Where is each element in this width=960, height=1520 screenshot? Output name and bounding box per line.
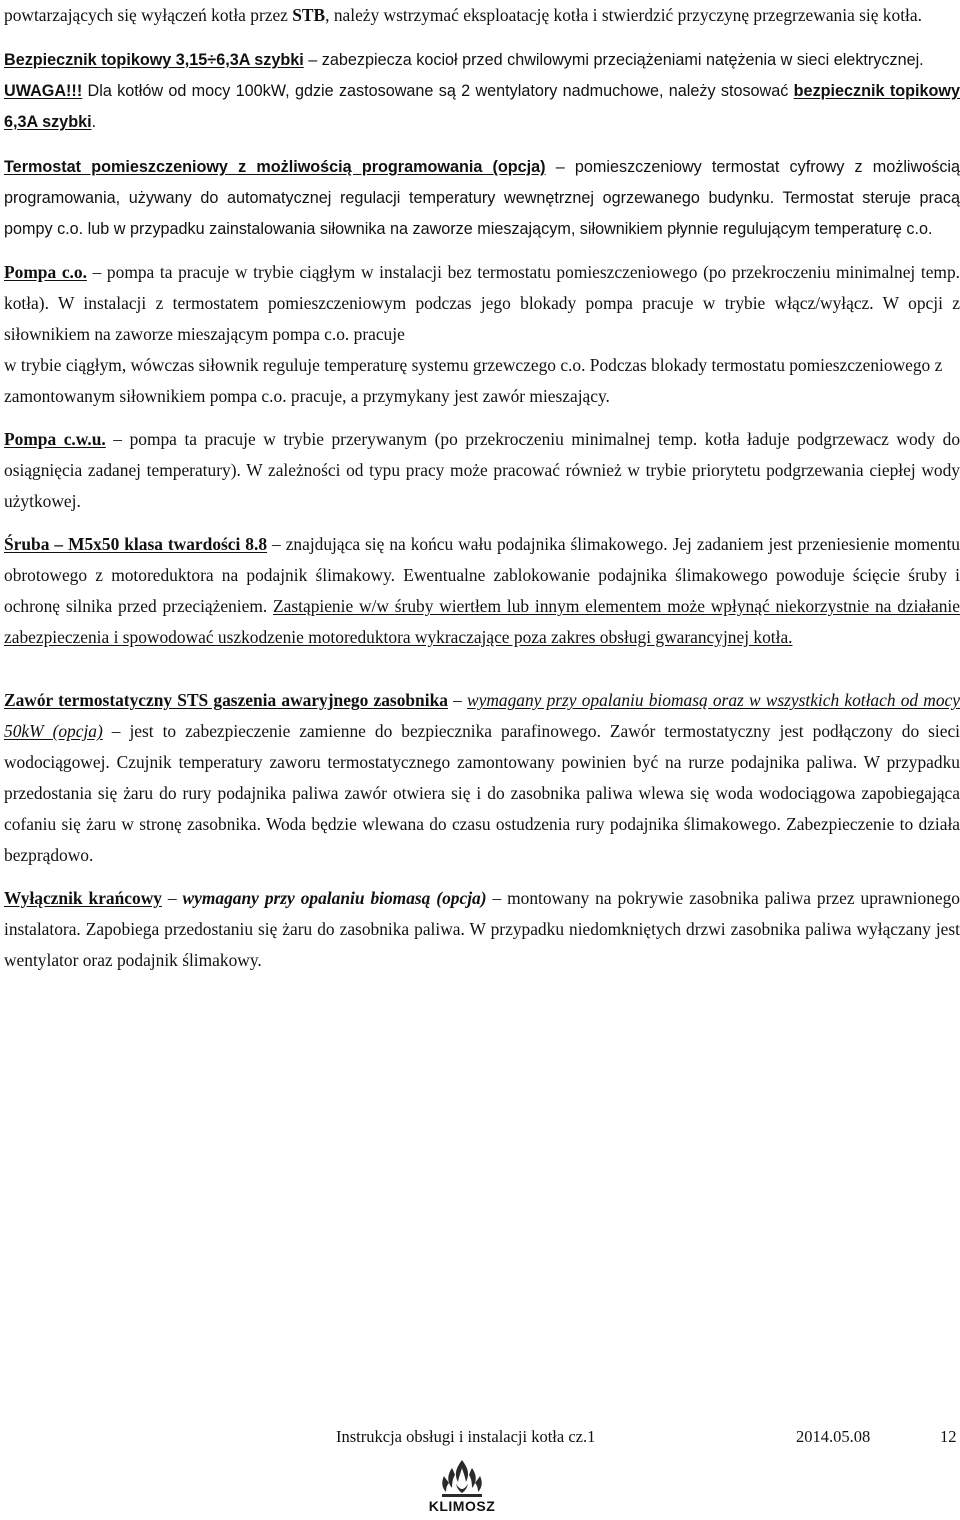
paragraph-co-pump-cont — [4, 350, 960, 412]
document-body — [4, 0, 960, 976]
dash: – — [545, 158, 575, 176]
sts-valve-heading: Zawór termostatyczny STS gaszenia awaryjnego zasobnika — [4, 690, 448, 710]
paragraph-sts-valve — [4, 685, 960, 871]
fuse-heading: Bezpiecznik topikowy 3,15÷6,3A szybki — [4, 51, 304, 69]
sts-valve-requirement: wymagany przy opalaniu biomasą oraz w wszystkich kotłach od mocy 50kW (opcja) — [4, 690, 960, 741]
cwu-pump-heading: Pompa c.w.u. — [4, 429, 106, 449]
warning-label: UWAGA!!! — [4, 82, 83, 100]
klimosz-logo — [412, 1458, 512, 1518]
logo-wordmark: KLIMOSZ — [428, 1498, 496, 1514]
paragraph-text: Termostat steruje pracą pompy c.o. lub w przypadku zainstalowania siłownika na zaworze mieszającym, siłownikiem płynnie regulującym temperaturę c.o. — [4, 189, 960, 238]
dash: – — [267, 534, 286, 554]
dash: – — [447, 690, 468, 710]
fuse-rating: bezpiecznik topikowy 6,3A szybki — [4, 82, 960, 131]
limit-switch-heading: Wyłącznik krańcowy — [4, 888, 162, 908]
paragraph-text: Dla kotłów od mocy 100kW, gdzie zastosowane są 2 wentylatory nadmuchowe, należy stosować — [82, 82, 794, 100]
paragraph-co-pump — [4, 257, 960, 350]
paragraph-fuse-warning — [4, 76, 960, 138]
paragraph-text: w trybie ciągłym, wówczas siłownik reguluje temperaturę systemu grzewczego c.o. Podczas blokady termostatu pomieszczeniowego z zamontowanym siłownikiem pompa c.o. pracuje, a przymykany jest zawór mieszający. — [4, 355, 943, 406]
screw-warning: Zastąpienie w/w śruby wiertłem lub innym elementem może wpłynąć niekorzystnie na działanie zabezpieczenia i spowodować uszkodzenie motoreduktora wykraczające poza zakres obsługi gwarancyjnej kotła. — [4, 596, 960, 647]
paragraph-text: znajdująca się na końcu wału podajnika ślimakowego. Jej zadaniem jest przeniesienie momentu obrotowego z motoreduktora na podajnik ślimakowy. Ewentualne zablokowanie podajnika ślimakowego powoduje ścięcie śruby i ochronę silnika przed przeciążeniem. — [4, 534, 960, 616]
paragraph-fuse — [4, 45, 960, 76]
page-footer — [0, 1425, 960, 1455]
footer-page-number: 12 — [940, 1427, 957, 1446]
room-thermostat-heading: Termostat pomieszczeniowy z możliwością programowania (opcja) — [4, 158, 546, 176]
paragraph-limit-switch — [4, 883, 960, 976]
paragraph-text: pompa ta pracuje w trybie przerywanym (po przekroczeniu minimalnej temp. kotła ładuje podgrzewacz wody do osiągnięcia zadanej temperatury). W zależności od typu pracy może pracować również w trybie priorytetu podgrzewania ciepłej wody użytkowej. — [4, 429, 960, 511]
paragraph-text: pomieszczeniowy termostat cyfrowy z możliwością programowania, używany do automatycznej regulacji temperatury wewnętrznej ogrzewanego budynku. — [4, 158, 960, 207]
limit-switch-requirement: wymagany przy opalaniu biomasą (opcja) — [182, 888, 487, 908]
paragraph-text: jest to zabezpieczenie zamienne do bezpiecznika parafinowego. Zawór termostatyczny jest podłączony do sieci wodociągowej. Czujnik temperatury zaworu termostatycznego zamontowany powinien być na rurze podajnika paliwa. W przypadku przedostania się żaru do rury podajnika paliwa zawór otwiera się i do zasobnika paliwa wlewa się woda wodociągowa zapobiegająca cofaniu się żaru w stronę zasobnika. Woda będzie wlewana do czasu ostudzenia rury podajnika ślimakowego. Zabezpieczenie to działa bezprądowo. — [4, 721, 960, 865]
paragraph-screw — [4, 529, 960, 653]
period: . — [91, 113, 97, 131]
dash: – — [102, 721, 130, 741]
dash: – — [105, 429, 130, 449]
flame-logo-icon — [412, 1458, 512, 1498]
paragraph-text: , należy wstrzymać eksploatację kotła i stwierdzić przyczynę przegrzewania się kotła. — [325, 5, 922, 25]
dash: – — [303, 51, 322, 69]
dash: – — [86, 262, 107, 282]
screw-heading: Śruba – M5x50 klasa twardości 8.8 — [4, 534, 268, 554]
paragraph-text: pompa ta pracuje w trybie ciągłym w instalacji bez termostatu pomieszczeniowego (po przekroczeniu minimalnej temp. kotła). W instalacji z termostatem pomieszczeniowym podczas jego blokady pompa pracuje w trybie włącz/wyłącz. W opcji z siłownikiem na zaworze mieszającym pompa c.o. pracuje — [4, 262, 960, 344]
paragraph-text: montowany na pokrywie zasobnika paliwa przez uprawnionego instalatora. Zapobiega przedostaniu się żaru do zasobnika paliwa. W przypadku niedomkniętych drzwi zasobnika paliwa wyłączany jest wentylator oraz podajnik ślimakowy. — [4, 888, 960, 970]
stb-label: STB — [292, 5, 326, 25]
paragraph-cwu-pump — [4, 424, 960, 517]
dash: – — [161, 888, 183, 908]
dash: – — [486, 888, 508, 908]
paragraph-room-thermostat — [4, 152, 960, 245]
paragraph-stb-warning — [4, 0, 960, 31]
footer-date: 2014.05.08 — [796, 1427, 871, 1446]
footer-document-title: Instrukcja obsługi i instalacji kotła cz.1 — [336, 1427, 596, 1446]
paragraph-text: zabezpiecza kocioł przed chwilowymi przeciążeniami natężenia w sieci elektrycznej. — [321, 51, 924, 69]
paragraph-text: powtarzających się wyłączeń kotła przez — [4, 5, 293, 25]
co-pump-heading: Pompa c.o. — [4, 262, 87, 282]
